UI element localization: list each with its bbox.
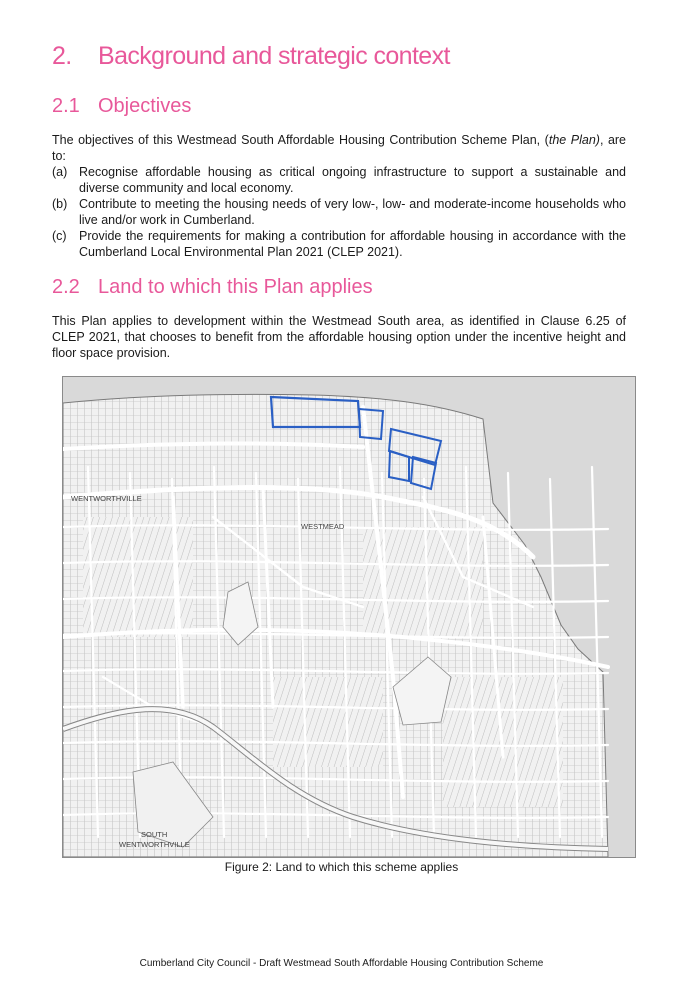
land-title: Land to which this Plan applies xyxy=(98,276,373,298)
map-figure xyxy=(62,376,636,858)
item-marker: (c) xyxy=(52,229,67,243)
figure-caption: Figure 2: Land to which this scheme applies xyxy=(224,860,459,874)
intro-text: The objectives of this Westmead South Affordable Housing Contribution Scheme Plan, ( xyxy=(52,133,549,147)
item-text: Provide the requirements for making a contribution for affordable housing in accordance with the Cumberland Local Environmental Plan 2021 (CLEP 2021). xyxy=(79,229,626,259)
objectives-list xyxy=(52,164,626,260)
label-south-wentworthville: WENTWORTHVILLE xyxy=(119,840,190,849)
objective-item xyxy=(52,164,626,196)
intro-tail: , are to: xyxy=(52,133,627,163)
land-number: 2.2 xyxy=(52,276,80,298)
land-heading xyxy=(52,276,373,299)
section-number: 2. xyxy=(52,42,72,70)
lot-patch xyxy=(273,677,383,767)
section-heading xyxy=(52,42,450,71)
item-marker: (b) xyxy=(52,197,68,211)
cadastral-map xyxy=(63,377,635,857)
section-title: Background and strategic context xyxy=(98,42,450,70)
intro-italic: the Plan) xyxy=(548,133,600,147)
land-paragraph: This Plan applies to development within the Westmead South area, as identified in Clause 6.25 of CLEP 2021, that chooses to benefit from the affordable housing option under the incentive height and floor space provision. xyxy=(52,314,626,360)
label-south: SOUTH xyxy=(141,830,168,839)
objective-item xyxy=(52,228,626,260)
objectives-number: 2.1 xyxy=(52,95,80,117)
item-text: Recognise affordable housing as critical ongoing infrastructure to support a sustainable and diverse community and local economy. xyxy=(79,165,626,195)
objective-item xyxy=(52,196,626,228)
objectives-heading xyxy=(52,95,191,118)
label-wentworthville: WENTWORTHVILLE xyxy=(71,494,142,503)
objectives-intro xyxy=(52,132,626,164)
item-text: Contribute to meeting the housing needs of very low-, low- and moderate-income households who live and/or work in Cumberland. xyxy=(79,197,626,227)
page-footer: Cumberland City Council - Draft Westmead South Affordable Housing Contribution Scheme xyxy=(139,958,544,969)
item-marker: (a) xyxy=(52,165,68,179)
objectives-title: Objectives xyxy=(98,95,192,117)
label-westmead: WESTMEAD xyxy=(301,522,345,531)
